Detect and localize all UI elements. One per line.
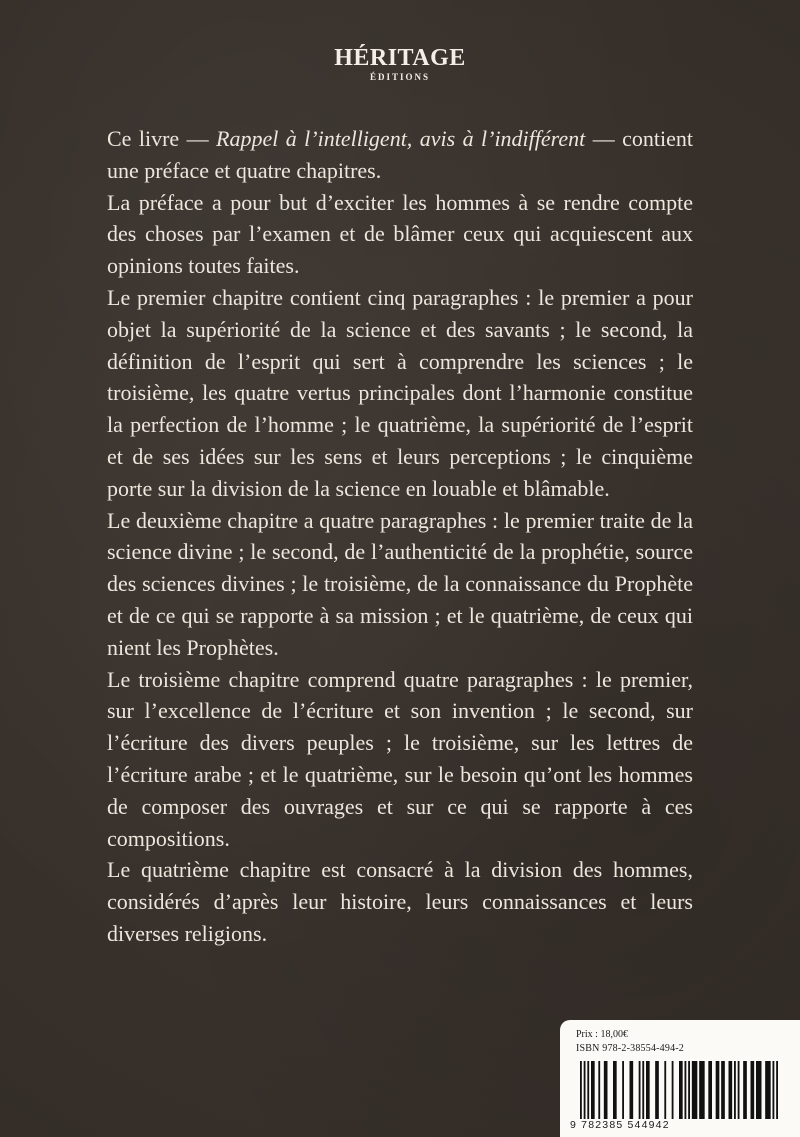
barcode-bar — [598, 1061, 600, 1119]
price-label: Prix : 18,00€ — [576, 1029, 628, 1040]
barcode-bar — [729, 1061, 733, 1119]
barcode-bar — [604, 1061, 608, 1119]
barcode-bar — [580, 1061, 582, 1119]
barcode-bar — [776, 1061, 778, 1119]
barcode-bar — [688, 1061, 690, 1119]
barcode-bar — [721, 1061, 725, 1119]
barcode-bar — [716, 1061, 720, 1119]
barcode-bar — [613, 1061, 617, 1119]
barcode-bar — [773, 1061, 775, 1119]
paragraph-intro — [107, 123, 693, 187]
barcode-bar — [591, 1061, 595, 1119]
barcode-bar — [751, 1061, 755, 1119]
barcode-bar — [685, 1061, 687, 1119]
back-cover-text — [107, 123, 693, 950]
barcode-bar — [587, 1061, 589, 1119]
barcode-bar — [734, 1061, 736, 1119]
barcode-panel — [560, 1020, 800, 1137]
paragraph-preface: La préface a pour but d’exciter les hommes à se rendre compte des choses par l’examen et de blâmer ceux qui acquiescent aux opinions toutes faites. — [107, 189, 693, 279]
barcode-bar — [655, 1061, 659, 1119]
barcode-bar — [672, 1061, 674, 1119]
book-title: Rappel à l’intelligent, avis à l’indifférent — [216, 126, 586, 151]
paragraph-chapter-3: Le troisième chapitre comprend quatre paragraphes : le premier, sur l’excellence de l’écriture et son invention ; le second, sur l’écriture des divers peuples ; le troisième, sur les lettres de l’écriture arabe ; et le quatrième, sur le besoin qu’ont les hommes de composer des ouvrages et sur ce qui se rapporte à ces compositions. — [107, 666, 693, 851]
barcode-bar — [622, 1061, 624, 1119]
paragraph-chapter-2: Le deuxième chapitre a quatre paragraphes : le premier traite de la science divine ; le second, de l’authenticité de la prophétie, source des sciences divines ; le troisième, de la connaissance du Prophète et de ce qui se rapporte à sa mission ; et le quatrième, de ceux qui nient les Prophètes. — [107, 507, 693, 660]
barcode-graphic — [580, 1061, 778, 1119]
barcode-bar — [642, 1061, 644, 1119]
intro-tail: — contient une préface et quatre chapitres. — [107, 126, 693, 183]
isbn-label: ISBN 978-2-38554-494-2 — [576, 1043, 685, 1054]
publisher-logo — [0, 44, 800, 82]
barcode-bar — [765, 1061, 771, 1119]
barcode-bar — [646, 1061, 650, 1119]
barcode-bar — [639, 1061, 641, 1119]
barcode-bar — [708, 1061, 712, 1119]
barcode-bar — [699, 1061, 705, 1119]
barcode-digits: 9 782385 544942 — [570, 1119, 670, 1131]
barcode-bar — [664, 1061, 666, 1119]
barcode-bar — [743, 1061, 747, 1119]
barcode-bar — [692, 1061, 698, 1119]
barcode-bar — [584, 1061, 586, 1119]
barcode-bar — [630, 1061, 634, 1119]
publisher-name: HÉRITAGE — [334, 45, 466, 71]
barcode-bar — [679, 1061, 683, 1119]
barcode-bar — [756, 1061, 762, 1119]
publisher-subtitle: ÉDITIONS — [369, 72, 430, 82]
paragraph-chapter-4: Le quatrième chapitre est consacré à la division des hommes, considérés d’après leur histoire, leurs connaissances et leurs diverses religions. — [107, 857, 693, 946]
barcode-bar — [738, 1061, 740, 1119]
paragraph-chapter-1: Le premier chapitre contient cinq paragraphes : le premier a pour objet la supériorité de la science et des savants ; le second, la définition de l’esprit qui sert à comprendre les sciences ; le troisième, les quatre vertus principales dont l’harmonie constitue la perfection de l’homme ; le quatrième, la supériorité de l’esprit et de ses idées sur les sens et leurs perceptions ; le cinquième porte sur la division de la science en louable et blâmable. — [107, 284, 693, 501]
intro-lead: Ce livre — — [107, 126, 217, 151]
